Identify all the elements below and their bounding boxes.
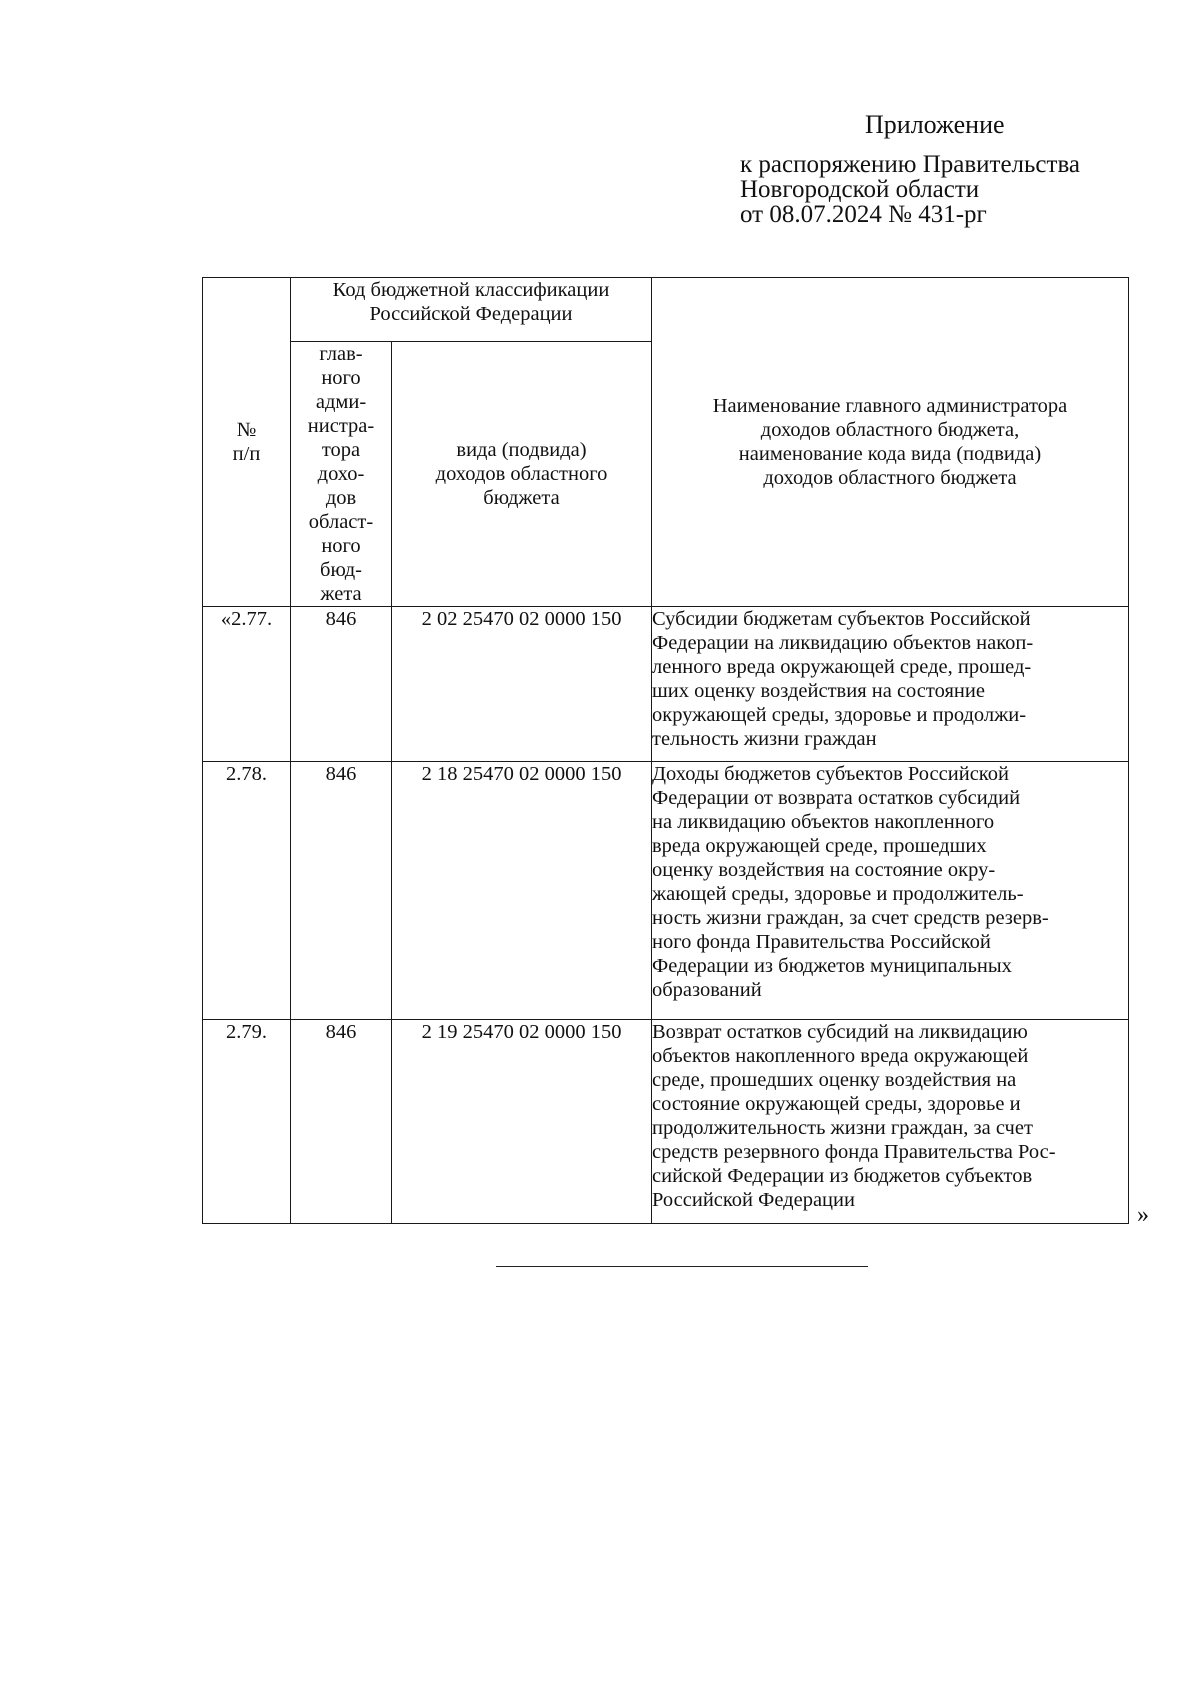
header-administrator [291, 342, 392, 607]
header-admin-line: глав- [319, 343, 363, 365]
row-income-code: 2 18 25470 02 0000 150 [392, 762, 652, 1020]
header-group-line-1: Код бюджетной классификации [332, 279, 610, 301]
description-line: окружающей среды, здоровье и продолжи- [652, 704, 1027, 726]
header-kind-line: вида (подвида) [456, 439, 587, 461]
row-admin-code: 846 [291, 1020, 392, 1224]
appendix-line-2: Новгородской области [740, 176, 980, 203]
header-number [203, 278, 291, 607]
header-income-kind [392, 342, 652, 607]
row-number: 2.79. [203, 1020, 291, 1224]
closing-quote: » [1137, 1202, 1149, 1228]
description-line: оценку воздействия на состояние окру- [652, 859, 996, 881]
description-line: Субсидии бюджетам субъектов Российской [652, 608, 1031, 630]
header-admin-line: дов [325, 487, 357, 509]
header-number-line-1: № [236, 419, 257, 441]
appendix-line-3: от 08.07.2024 № 431-рг [740, 201, 987, 228]
description-line: вреда окружающей среде, прошедших [652, 835, 987, 857]
budget-codes-table [202, 277, 1129, 1224]
row-admin-code: 846 [291, 762, 392, 1020]
description-line: Федерации на ликвидацию объектов накоп- [652, 632, 1034, 654]
description-line: состояние окружающей среды, здоровье и [652, 1093, 1021, 1115]
header-admin-line: адми- [315, 391, 367, 413]
appendix-reference [740, 152, 1080, 227]
row-number: «2.77. [203, 607, 291, 762]
header-desc-line: доходов областного бюджета [763, 467, 1017, 489]
header-kind-line: бюджета [483, 487, 560, 509]
description-line: продолжительность жизни граждан, за счет [652, 1117, 1033, 1139]
description-line: ного фонда Правительства Российской [652, 931, 991, 953]
end-divider [496, 1266, 868, 1267]
description-line: образований [652, 979, 762, 1001]
description-line: Доходы бюджетов субъектов Российской [652, 763, 1009, 785]
header-desc-line: Наименование главного администратора [712, 395, 1068, 417]
header-classification-code [291, 278, 652, 342]
header-row-1 [203, 278, 1129, 342]
description-line: жающей среды, здоровье и продолжитель- [652, 883, 1024, 905]
header-description [652, 278, 1129, 607]
appendix-line-1: к распоряжению Правительства [740, 151, 1081, 178]
description-line: Федерации от возврата остатков субсидий [652, 787, 1021, 809]
header-group-line-2: Российской Федерации [369, 303, 573, 325]
table-row [203, 607, 1129, 762]
row-description [652, 1020, 1129, 1224]
row-description [652, 762, 1129, 1020]
table-row [203, 762, 1129, 1020]
description-line: Возврат остатков субсидий на ликвидацию [652, 1021, 1028, 1043]
row-income-code: 2 02 25470 02 0000 150 [392, 607, 652, 762]
description-line: средств резервного фонда Правительства Рос- [652, 1141, 1056, 1163]
description-line: Российской Федерации [652, 1189, 855, 1211]
header-number-line-2: п/п [232, 443, 261, 465]
header-admin-line: тора [321, 439, 361, 461]
header-admin-line: област- [308, 511, 374, 533]
header-admin-line: ного [321, 367, 361, 389]
description-line: на ликвидацию объектов накопленного [652, 811, 995, 833]
appendix-title: Приложение [865, 110, 1005, 139]
header-desc-line: наименование кода вида (подвида) [738, 443, 1042, 465]
table-row [203, 1020, 1129, 1224]
description-line: ность жизни граждан, за счет средств резерв- [652, 907, 1049, 929]
description-line: ших оценку воздействия на состояние [652, 680, 985, 702]
description-line: ленного вреда окружающей среде, прошед- [652, 656, 1032, 678]
description-line: тельность жизни граждан [652, 728, 877, 750]
description-line: Федерации из бюджетов муниципальных [652, 955, 1012, 977]
header-admin-line: ного [321, 535, 361, 557]
description-line: среде, прошедших оценку воздействия на [652, 1069, 1017, 1091]
header-admin-line: бюд- [320, 559, 362, 581]
header-admin-line: жета [320, 583, 362, 605]
header-desc-line: доходов областного бюджета, [760, 419, 1020, 441]
row-income-code: 2 19 25470 02 0000 150 [392, 1020, 652, 1224]
row-admin-code: 846 [291, 607, 392, 762]
description-line: объектов накопленного вреда окружающей [652, 1045, 1029, 1067]
header-admin-line: нистра- [307, 415, 375, 437]
header-admin-line: дохо- [317, 463, 365, 485]
row-description [652, 607, 1129, 762]
description-line: сийской Федерации из бюджетов субъектов [652, 1165, 1033, 1187]
row-number: 2.78. [203, 762, 291, 1020]
header-kind-line: доходов областного [435, 463, 608, 485]
